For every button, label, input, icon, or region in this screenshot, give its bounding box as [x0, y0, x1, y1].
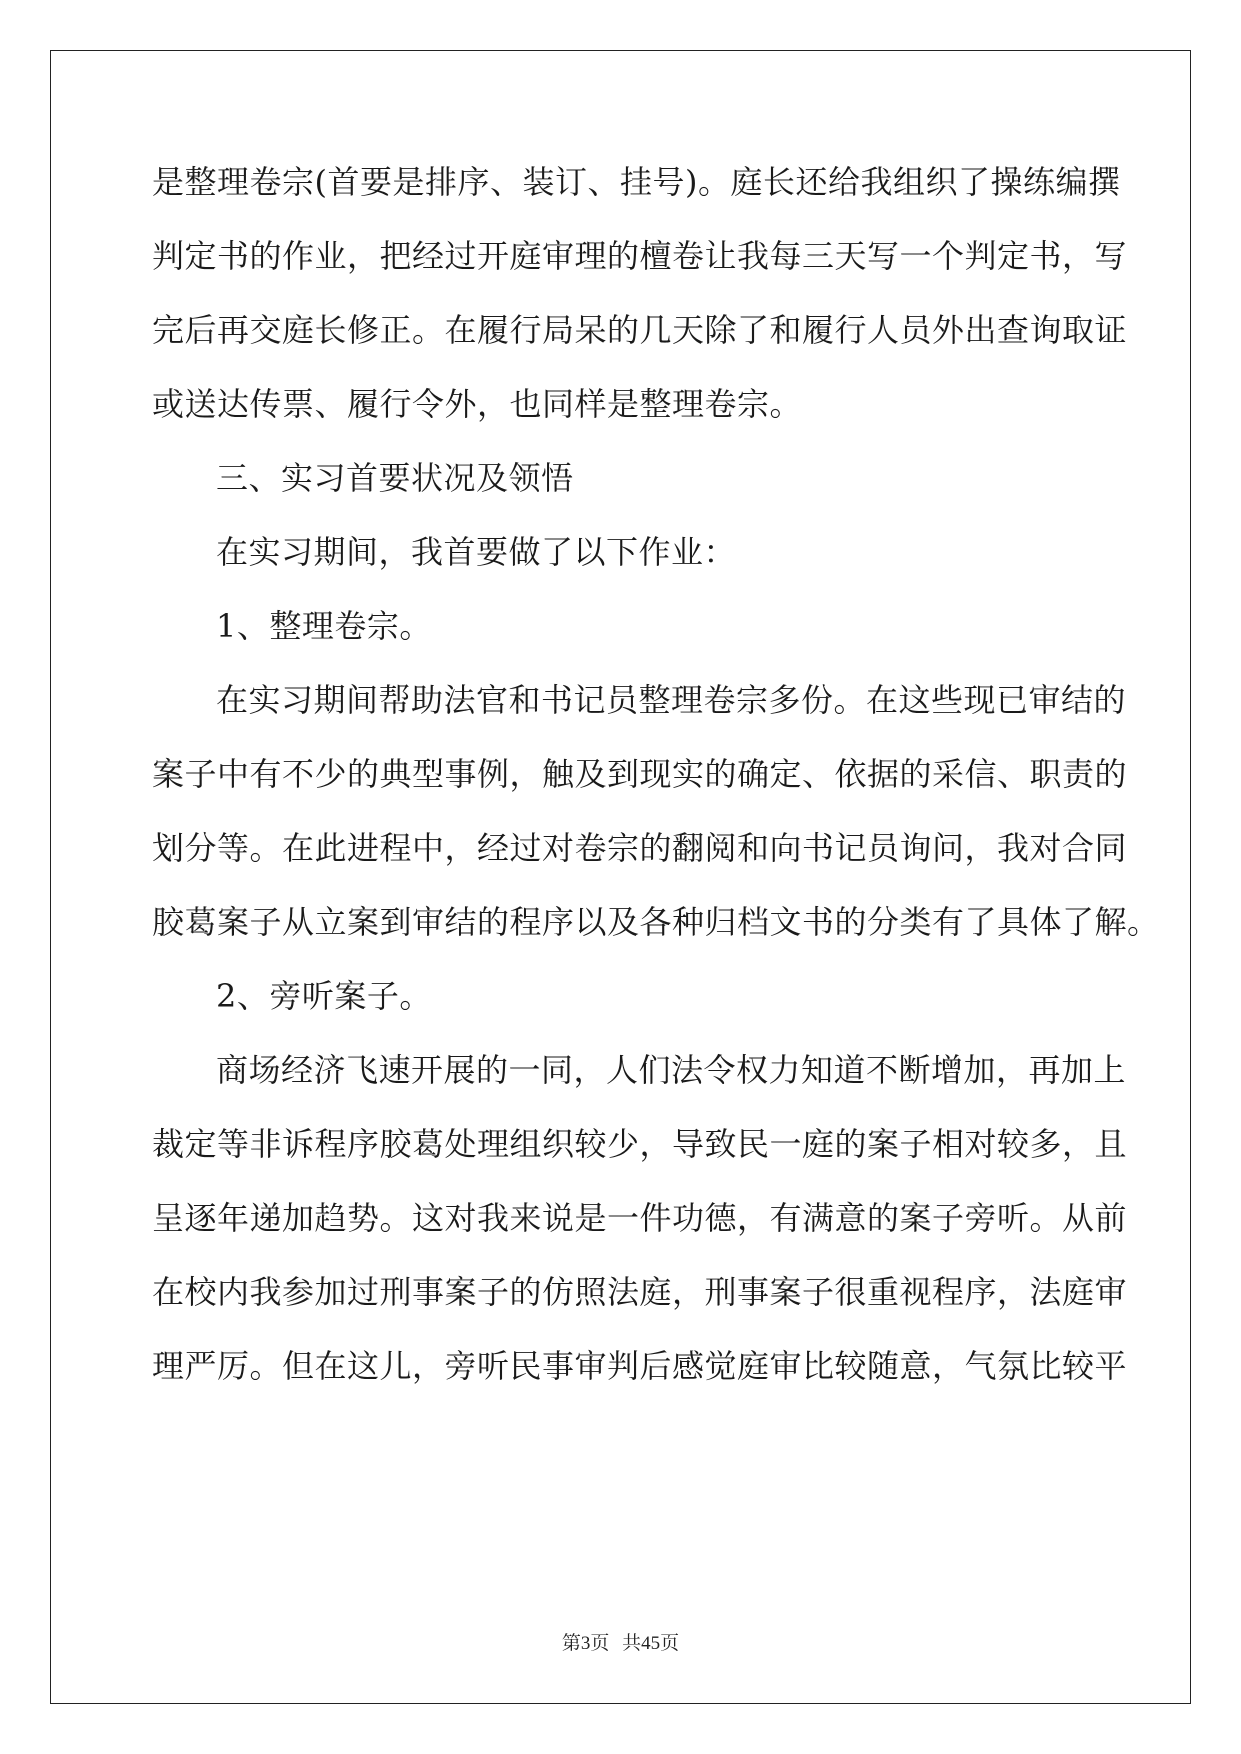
- text-line: 判定书的作业，把经过开庭审理的檀卷让我每三天写一个判定书，写: [152, 237, 1128, 275]
- text-line: 理严厉。但在这儿，旁听民事审判后感觉庭审比较随意，气氛比较平: [152, 1347, 1128, 1385]
- text-line: 商场经济飞速开展的一同，人们法令权力知道不断增加，再加上: [216, 1051, 1127, 1089]
- page-border: [50, 50, 1191, 1704]
- page-total: 共45页: [622, 1633, 680, 1654]
- text-line: 胶葛案子从立案到审结的程序以及各种归档文书的分类有了具体了解。: [152, 903, 1160, 941]
- text-line: 在实习期间帮助法官和书记员整理卷宗多份。在这些现已审结的: [216, 681, 1127, 719]
- list-item-heading: 2、旁听案子。: [216, 977, 432, 1015]
- text-line: 或送达传票、履行令外，也同样是整理卷宗。: [152, 385, 803, 423]
- page-footer: [0, 1628, 1241, 1655]
- text-line: 案子中有不少的典型事例，触及到现实的确定、依据的采信、职责的: [152, 755, 1128, 793]
- text-line: 在校内我参加过刑事案子的仿照法庭，刑事案子很重视程序，法庭审: [152, 1273, 1128, 1311]
- text-line: 在实习期间，我首要做了以下作业：: [216, 533, 737, 571]
- text-line: 完后再交庭长修正。在履行局呆的几天除了和履行人员外出查询取证: [152, 311, 1128, 349]
- list-item-heading: 1、整理卷宗。: [216, 607, 432, 645]
- text-line: 呈逐年递加趋势。这对我来说是一件功德，有满意的案子旁听。从前: [152, 1199, 1128, 1237]
- page-number: 第3页: [561, 1633, 610, 1654]
- text-line: 是整理卷宗(首要是排序、装订、挂号)。庭长还给我组织了操练编撰: [152, 163, 1121, 201]
- text-line: 划分等。在此进程中，经过对卷宗的翻阅和向书记员询问，我对合同: [152, 829, 1128, 867]
- text-line: 裁定等非诉程序胶葛处理组织较少，导致民一庭的案子相对较多，且: [152, 1125, 1128, 1163]
- section-heading: 三、实习首要状况及领悟: [216, 459, 574, 497]
